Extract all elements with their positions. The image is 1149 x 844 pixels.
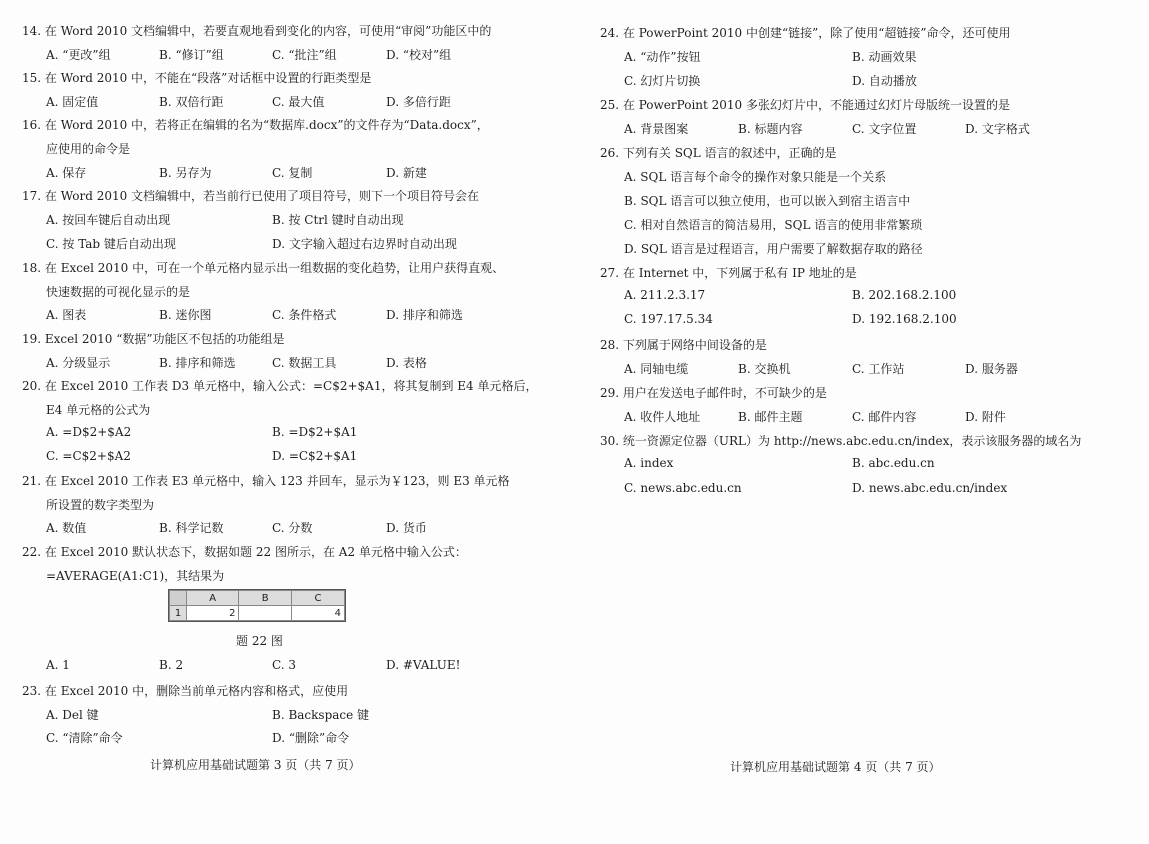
q18-option: A. 图表 bbox=[46, 308, 87, 322]
q21-stem-line: 所设置的数字类型为 bbox=[46, 498, 155, 512]
q14-option: A. “更改”组 bbox=[46, 48, 111, 62]
q21-option: B. 科学记数 bbox=[159, 521, 224, 535]
q21-option: A. 数值 bbox=[46, 521, 87, 535]
q29-option: C. 邮件内容 bbox=[852, 410, 917, 424]
q22-stem-line: =AVERAGE(A1:C1)，其结果为 bbox=[46, 569, 225, 583]
q24-option: B. 动画效果 bbox=[852, 50, 917, 64]
q27-stem-line: 27. 在 Internet 中，下列属于私有 IP 地址的是 bbox=[600, 266, 857, 280]
q30-stem-line: 30. 统一资源定位器（URL）为 http://news.abc.edu.cn/index，表示该服务器的域名为 bbox=[600, 434, 1082, 448]
q18-stem-line: 18. 在 Excel 2010 中，可在一个单元格内显示出一组数据的变化趋势，让用户获得直观、 bbox=[22, 261, 505, 275]
q28-option: A. 同轴电缆 bbox=[624, 362, 689, 376]
col-header-c: C bbox=[292, 591, 345, 606]
q25-option: D. 文字格式 bbox=[965, 122, 1030, 136]
cell-c1: 4 bbox=[292, 606, 345, 621]
figure-22-caption: 题 22 图 bbox=[236, 634, 283, 648]
q25-option: B. 标题内容 bbox=[738, 122, 803, 136]
q27-option: C. 197.17.5.34 bbox=[624, 312, 713, 326]
q17-option: B. 按 Ctrl 键时自动出现 bbox=[272, 213, 404, 227]
q29-option: A. 收件人地址 bbox=[624, 410, 701, 424]
q19-option: C. 数据工具 bbox=[272, 356, 337, 370]
q26-option: A. SQL 语言每个命令的操作对象只能是一个关系 bbox=[624, 170, 887, 184]
q21-option: D. 货币 bbox=[386, 521, 427, 535]
q17-option: A. 按回车键后自动出现 bbox=[46, 213, 171, 227]
q20-stem-line: 20. 在 Excel 2010 工作表 D3 单元格中，输入公式：=C$2+$A1，将其复制到 E4 单元格后， bbox=[22, 379, 538, 393]
q16-option: A. 保存 bbox=[46, 166, 87, 180]
q16-stem-line: 应使用的命令是 bbox=[46, 142, 131, 156]
q20-option: A. =D$2+$A2 bbox=[46, 425, 132, 439]
q23-option: D. “删除”命令 bbox=[272, 731, 350, 745]
spreadsheet-grid bbox=[169, 590, 345, 621]
q20-stem-line: E4 单元格的公式为 bbox=[46, 403, 151, 417]
q26-option: C. 相对自然语言的简洁易用，SQL 语言的使用非常繁琐 bbox=[624, 218, 923, 232]
q19-stem-line: 19. Excel 2010 “数据”功能区不包括的功能组是 bbox=[22, 332, 285, 346]
q18-option: D. 排序和筛选 bbox=[386, 308, 463, 322]
cell-b1 bbox=[239, 606, 292, 621]
row-header-1: 1 bbox=[170, 606, 187, 621]
q14-stem-line: 14. 在 Word 2010 文档编辑中，若要直观地看到变化的内容，可使用“审阅”功能区中的 bbox=[22, 24, 492, 38]
q16-option: C. 复制 bbox=[272, 166, 313, 180]
q16-option: D. 新建 bbox=[386, 166, 427, 180]
q15-option: C. 最大值 bbox=[272, 95, 325, 109]
q26-option: B. SQL 语言可以独立使用，也可以嵌入到宿主语言中 bbox=[624, 194, 911, 208]
q19-option: D. 表格 bbox=[386, 356, 427, 370]
q24-option: A. “动作”按钮 bbox=[624, 50, 701, 64]
q14-option: C. “批注”组 bbox=[272, 48, 337, 62]
q25-option: C. 文字位置 bbox=[852, 122, 917, 136]
q20-option: D. =C$2+$A1 bbox=[272, 449, 358, 463]
q17-option: C. 按 Tab 键后自动出现 bbox=[46, 237, 176, 251]
q23-option: A. Del 键 bbox=[46, 708, 99, 722]
q21-option: C. 分数 bbox=[272, 521, 313, 535]
q27-option: D. 192.168.2.100 bbox=[852, 312, 957, 326]
q22-option: A. 1 bbox=[46, 658, 70, 672]
q28-option: D. 服务器 bbox=[965, 362, 1018, 376]
q16-stem-line: 16. 在 Word 2010 中，若将正在编辑的名为“数据库.docx”的文件存为“Data.docx”， bbox=[22, 118, 489, 132]
q17-option: D. 文字输入超过右边界时自动出现 bbox=[272, 237, 457, 251]
q16-option: B. 另存为 bbox=[159, 166, 212, 180]
q28-option: B. 交换机 bbox=[738, 362, 791, 376]
q24-stem-line: 24. 在 PowerPoint 2010 中创建“链接”，除了使用“超链接”命令，还可使用 bbox=[600, 26, 1011, 40]
q30-option: A. index bbox=[624, 456, 674, 470]
q18-option: B. 迷你图 bbox=[159, 308, 212, 322]
q24-option: D. 自动播放 bbox=[852, 74, 917, 88]
q19-option: A. 分级显示 bbox=[46, 356, 111, 370]
q22-option: D. #VALUE! bbox=[386, 658, 461, 672]
q22-option: C. 3 bbox=[272, 658, 297, 672]
q17-stem-line: 17. 在 Word 2010 文档编辑中，若当前行已使用了项目符号，则下一个项目符号会在 bbox=[22, 189, 480, 203]
grid-corner bbox=[170, 591, 187, 606]
q27-option: A. 211.2.3.17 bbox=[624, 288, 706, 302]
q15-option: D. 多倍行距 bbox=[386, 95, 451, 109]
col-header-a: A bbox=[187, 591, 239, 606]
q22-option: B. 2 bbox=[159, 658, 184, 672]
q24-option: C. 幻灯片切换 bbox=[624, 74, 701, 88]
exam-page-3 bbox=[0, 0, 574, 844]
q28-option: C. 工作站 bbox=[852, 362, 905, 376]
q23-stem-line: 23. 在 Excel 2010 中，删除当前单元格内容和格式，应使用 bbox=[22, 684, 349, 698]
q29-stem-line: 29. 用户在发送电子邮件时，不可缺少的是 bbox=[600, 386, 827, 400]
q26-stem-line: 26. 下列有关 SQL 语言的叙述中，正确的是 bbox=[600, 146, 837, 160]
q18-stem-line: 快速数据的可视化显示的是 bbox=[46, 285, 191, 299]
exam-page-4 bbox=[574, 0, 1149, 844]
q14-option: D. “校对”组 bbox=[386, 48, 452, 62]
q25-stem-line: 25. 在 PowerPoint 2010 多张幻灯片中，不能通过幻灯片母版统一设置的是 bbox=[600, 98, 1011, 112]
q15-stem-line: 15. 在 Word 2010 中，不能在“段落”对话框中设置的行距类型是 bbox=[22, 71, 372, 85]
q22-stem-line: 22. 在 Excel 2010 默认状态下，数据如题 22 图所示，在 A2 单元格中输入公式： bbox=[22, 545, 467, 559]
q14-option: B. “修订”组 bbox=[159, 48, 224, 62]
q18-option: C. 条件格式 bbox=[272, 308, 337, 322]
page-footer: 计算机应用基础试题第 4 页（共 7 页） bbox=[730, 760, 941, 774]
q26-option: D. SQL 语言是过程语言，用户需要了解数据存取的路径 bbox=[624, 242, 923, 256]
q19-option: B. 排序和筛选 bbox=[159, 356, 236, 370]
q20-option: C. =C$2+$A2 bbox=[46, 449, 131, 463]
q25-option: A. 背景图案 bbox=[624, 122, 689, 136]
q29-option: B. 邮件主题 bbox=[738, 410, 803, 424]
q29-option: D. 附件 bbox=[965, 410, 1006, 424]
q23-option: B. Backspace 键 bbox=[272, 708, 370, 722]
q27-option: B. 202.168.2.100 bbox=[852, 288, 957, 302]
q15-option: A. 固定值 bbox=[46, 95, 99, 109]
q30-option: D. news.abc.edu.cn/index bbox=[852, 481, 1008, 495]
q20-option: B. =D$2+$A1 bbox=[272, 425, 358, 439]
q30-option: C. news.abc.edu.cn bbox=[624, 481, 742, 495]
figure-22-spreadsheet bbox=[168, 589, 346, 622]
page-footer: 计算机应用基础试题第 3 页（共 7 页） bbox=[150, 758, 361, 772]
q30-option: B. abc.edu.cn bbox=[852, 456, 935, 470]
col-header-b: B bbox=[239, 591, 292, 606]
q28-stem-line: 28. 下列属于网络中间设备的是 bbox=[600, 338, 767, 352]
cell-a1: 2 bbox=[187, 606, 239, 621]
q23-option: C. “清除”命令 bbox=[46, 731, 123, 745]
q15-option: B. 双倍行距 bbox=[159, 95, 224, 109]
q21-stem-line: 21. 在 Excel 2010 工作表 E3 单元格中，输入 123 并回车，显示为￥123，则 E3 单元格 bbox=[22, 474, 510, 488]
